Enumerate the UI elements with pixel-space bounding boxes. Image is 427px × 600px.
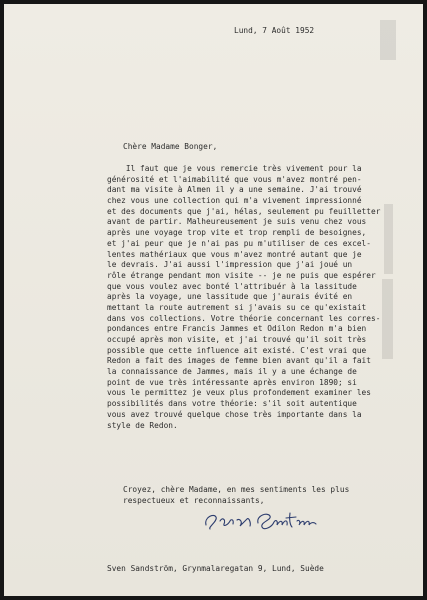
letter-body-line: le devrais. J'ai aussi l'impression que j'ai joué un [107,260,353,270]
bleed-mark-middle [384,204,393,274]
letter-body-line: Redon a fait des images de femme bien avant qu'il a fait [107,356,371,366]
letter-body-line: dans vos collections. Votre théorie concernant les corres- [107,313,381,323]
letter-body-line: générosité et l'aimabilité que vous m'avez montré pen- [107,174,362,184]
letter-body-line: et des documents que j'ai, hélas, seulement pu feuilletter [107,206,381,216]
letter-body-line: style de Redon. [107,420,178,430]
bleed-mark-top [380,20,396,60]
letter-body-line: mettant la route autrement si j'avais su ce qu'existait [107,302,367,312]
letter-body-line: dant ma visite à Almen il y a une semaine. J'ai trouvé [107,185,362,195]
letter-salutation: Chère Madame Bonger, [123,142,218,151]
letter-closing-line: Croyez, chère Madame, en mes sentiments les plus [123,485,350,494]
handwritten-signature [200,507,320,533]
letter-body-line: possibilités dans votre théorie: s'il soit autentique [107,399,357,409]
letter-body-line: que vous voulez avec bonté l'attribuér à la lassitude [107,281,357,291]
letter-body-line: et j'ai peur que je n'ai pas pu m'utiliser de ces excel- [107,238,371,248]
letter-footer-address: Sven Sandström, Grynmalaregatan 9, Lund, Suède [107,564,324,573]
letter-body-line: lentes mathériaux que vous m'avez montré autant que je [107,249,362,259]
bleed-mark-lower [382,279,393,359]
letter-body-line: après une voyage trop vite et trop rempli de besoignes, [107,228,367,238]
letter-body-line: point de vue très intéressante après environ 1890; si [107,377,357,387]
letter-body-line: possible que cette influence ait existé. C'est vrai que [107,345,367,355]
letter-body-line: occupé après mon visite, et j'ai trouvé qu'il soit très [107,335,367,344]
letter-body-line: avant de partir. Malheureusement je suis venu chez vous [107,217,367,227]
letter-body-line: vous le permittez je veux plus profondement examiner les [107,388,371,398]
letter-closing-line: respectueux et reconnaissants, [123,495,265,505]
letter-body-line: vous avez trouvé quelque chose très importante dans la [107,409,362,419]
letter-body-line: chez vous une collection qui m'a vivement impressionné [107,196,362,206]
letter-body-line: après la voyage, une lassitude que j'aurais évité en [107,292,353,302]
letter-body [107,164,380,431]
letter-closing [123,485,349,506]
letter-body-line: pondances entre Francis Jammes et Odilon Redon m'a bien [107,324,367,334]
letter-body-line: Il faut que je vous remercie très vivement pour la [107,164,362,173]
letter-body-line: rôle étrange pendant mon visite -- je ne puis que espérer [107,270,376,280]
letter-body-line: la connaissance de Jammes, mais il y a une échange de [107,367,357,377]
letter-dateline: Lund, 7 Août 1952 [234,26,315,35]
